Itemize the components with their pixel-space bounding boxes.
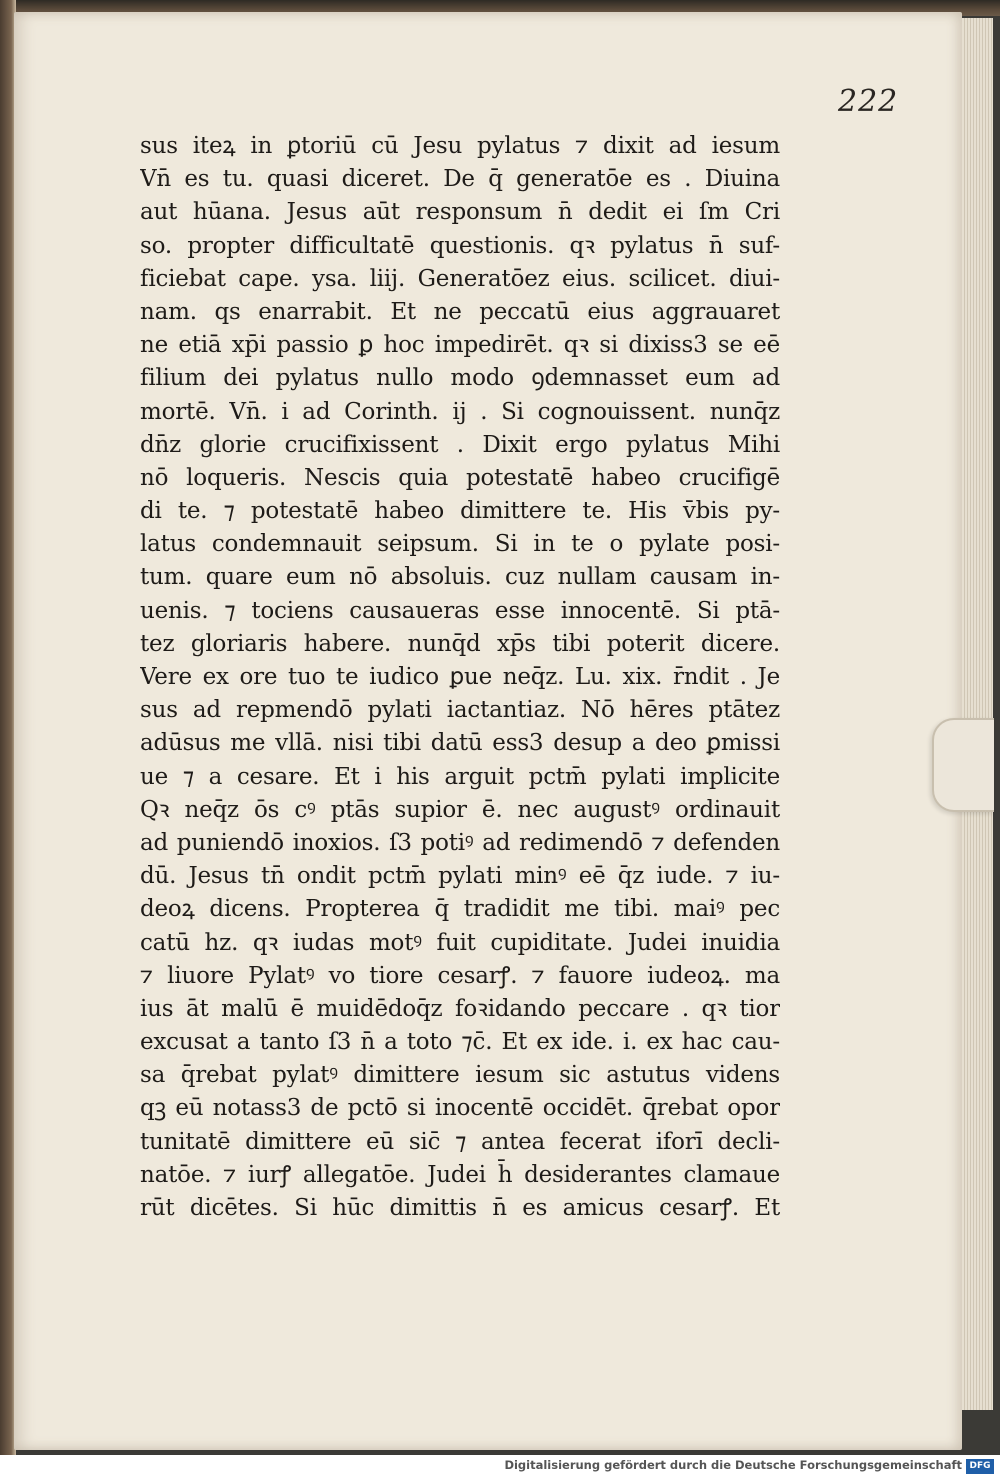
text-line: ius āt malū ē muidēdoq̄z foꝛidando peccare . qꝛ tior bbox=[140, 995, 780, 1022]
text-line: filium dei pylatus nullo modo ꝯdemnasset eum ad bbox=[140, 365, 780, 392]
text-line: tum. quare eum nō absoluis. cuz nullam causam in- bbox=[140, 564, 780, 591]
text-line: dn̄z glorie crucifixissent . Dixit ergo pylatus Mihi bbox=[140, 431, 780, 458]
text-line: so. propter difficultatē questionis. qꝛ pylatus n̄ suf- bbox=[140, 232, 780, 259]
text-line: Vn̄ es tu. quasi diceret. De q̄ generatōe es . Diuina bbox=[140, 166, 780, 193]
footer-credit: Digitalisierung gefördert durch die Deutsche Forschungsgemeinschaft bbox=[504, 1458, 962, 1472]
text-line: Vere ex ore tuo te iudico ꝑue neq̄z. Lu. xix. r̄ndit . Je bbox=[140, 664, 780, 690]
text-line: ⁊ liuore Pylatꝰ vo tiore cesarꝭ. ⁊ fauore iudeoꝝ. ma bbox=[140, 962, 780, 989]
text-line: ficiebat cape. ysa. liij. Generatōez eius. scilicet. diui- bbox=[140, 265, 780, 292]
text-line: aut hūana. Jesus aūt responsum n̄ dedit ei ſm Cri bbox=[140, 199, 780, 226]
text-line: ue ⁊ a cesare. Et i his arguit pctm̄ pylati implicite bbox=[140, 763, 780, 790]
text-line: di te. ⁊ potestatē habeo dimittere te. His v̄bis py- bbox=[140, 498, 780, 525]
text-line: Qꝛ neq̄z ōs cꝰ ptās supior ē. nec augustꝰ ordinauit bbox=[140, 796, 780, 823]
text-line: catū hz. qꝛ iudas motꝰ fuit cupiditate. Judei inuidia bbox=[140, 929, 780, 956]
text-line: nō loqueris. Nescis quia potestatē habeo crucifigē bbox=[140, 464, 780, 491]
text-line: mortē. Vn̄. i ad Corinth. ij . Si cognouissent. nunq̄z bbox=[140, 398, 780, 425]
text-line: rūt dicētes. Si hūc dimittis n̄ es amicus cesarꝭ. Et bbox=[140, 1195, 780, 1221]
text-line: ad puniendō inoxios. ſ3 potiꝰ ad redimendō ⁊ defenden bbox=[140, 829, 780, 856]
text-line: nam. qs enarrabit. Et ne peccatū eius aggrauaret bbox=[140, 298, 780, 325]
text-line: sus ad repmendō pylati iactantiaz. Nō hēres ptātez bbox=[140, 697, 780, 724]
page-clip bbox=[932, 718, 994, 812]
page-number: 222 bbox=[838, 84, 899, 119]
text-line: deoꝝ dicens. Propterea q̄ tradidit me tibi. maiꝰ pec bbox=[140, 896, 780, 923]
text-line: adūsus me vllā. nisi tibi datū ess3 desup a deo ꝑmissi bbox=[140, 730, 780, 757]
text-line: sus iteꝝ in ꝑtoriū cū Jesu pylatus ⁊ dixit ad iesum bbox=[140, 133, 780, 159]
text-line: qꝫ eū notass3 de pctō si inocentē occidēt. q̄rebat opor bbox=[140, 1095, 780, 1122]
text-block bbox=[140, 130, 780, 1225]
text-line: excusat a tanto ſ3 n̄ a toto ⁊c̄. Et ex ide. i. ex hac cau- bbox=[140, 1029, 780, 1056]
text-line: tez gloriaris habere. nunq̄d xp̄s tibi poterit dicere. bbox=[140, 630, 780, 657]
text-line: latus condemnauit seipsum. Si in te o pylate posi- bbox=[140, 531, 780, 558]
page-stack-edge bbox=[958, 18, 993, 1410]
text-line: tunitatē dimittere eū sic̄ ⁊ antea fecerat iforī decli- bbox=[140, 1128, 780, 1155]
text-line: uenis. ⁊ tociens causaueras esse innocentē. Si ptā- bbox=[140, 597, 780, 624]
text-line: dū. Jesus tn̄ ondit pctm̄ pylati minꝰ eē q̄z iude. ⁊ iu- bbox=[140, 863, 780, 890]
text-line: sa q̄rebat pylatꝰ dimittere iesum sic astutus videns bbox=[140, 1062, 780, 1089]
text-line: ne etiā xp̄i passio ꝑ hoc impedirēt. qꝛ si dixiss3 se eē bbox=[140, 332, 780, 359]
dfg-logo: DFG bbox=[966, 1459, 994, 1474]
footer-bar bbox=[0, 1455, 1000, 1479]
text-line: natōe. ⁊ iurꝭ allegatōe. Judei h̄ desiderantes clamaue bbox=[140, 1161, 780, 1188]
